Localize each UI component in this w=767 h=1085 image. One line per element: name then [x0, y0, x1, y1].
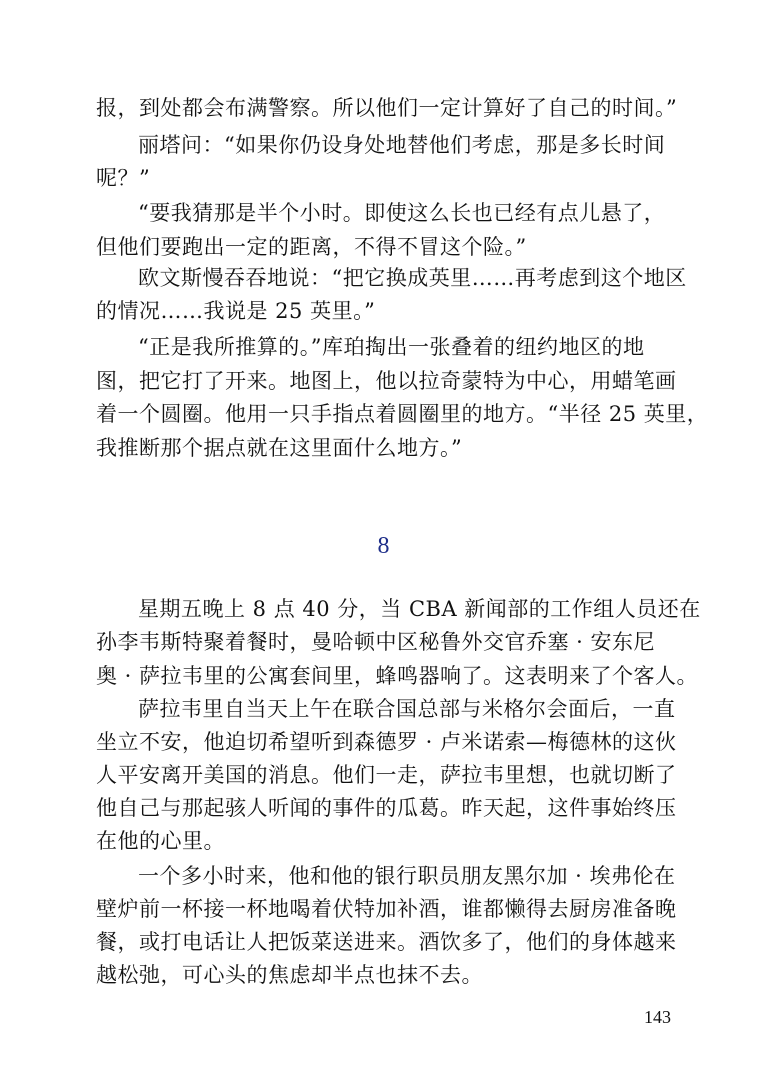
text-line: 着一个圆圈。他用一只手指点着圆圈里的地方。“半径 25 英里，: [96, 402, 709, 426]
text-line: 报，到处都会布满警察。所以他们一定计算好了自己的时间。”: [96, 96, 678, 120]
text-line: 孙李韦斯特聚着餐时，曼哈顿中区秘鲁外交官乔塞 · 安东尼: [96, 630, 656, 654]
text-line: 星期五晚上 8 点 40 分，当 CBA 新闻部的工作组人员还在: [138, 597, 701, 621]
text-line: 呢？”: [96, 166, 151, 190]
page-number: 143: [644, 1007, 671, 1027]
text-line: 他自己与那起骇人听闻的事件的瓜葛。昨天起，这件事始终压: [96, 796, 677, 820]
text-line: 一个多小时来，他和他的银行职员朋友黑尔加 · 埃弗伦在: [138, 864, 676, 888]
text-line: 在他的心里。: [96, 829, 225, 853]
text-line: 欧文斯慢吞吞地说：“把它换成英里……再考虑到这个地区: [138, 266, 687, 290]
text-line: 人平安离开美国的消息。他们一走，萨拉韦里想，也就切断了: [96, 763, 677, 787]
text-line: 奥 · 萨拉韦里的公寓套间里，蜂鸣器响了。这表明来了个客人。: [96, 664, 699, 688]
text-line: 越松弛，可心头的焦虑却半点也抹不去。: [96, 963, 483, 987]
text-line: 坐立不安，他迫切希望听到森德罗 · 卢米诺索—梅德林的这伙: [96, 730, 677, 754]
text-line: 餐，或打电话让人把饭菜送进来。酒饮多了，他们的身体越来: [96, 930, 677, 954]
chapter-number: 8: [377, 533, 390, 559]
text-line: “要我猜那是半个小时。即使这么长也已经有点儿悬了，: [138, 201, 666, 225]
text-line: 萨拉韦里自当天上午在联合国总部与米格尔会面后，一直: [138, 697, 676, 721]
text-line: 壁炉前一杯接一杯地喝着伏特加补酒，谁都懒得去厨房准备晚: [96, 897, 677, 921]
text-line: 我推断那个据点就在这里面什么地方。”: [96, 436, 463, 460]
text-line: 但他们要跑出一定的距离，不得不冒这个险。”: [96, 235, 527, 259]
text-line: “正是我所推算的。”库珀掏出一张叠着的纽约地区的地: [138, 335, 645, 359]
text-line: 的情况……我说是 25 英里。”: [96, 299, 376, 323]
text-line: 丽塔问：“如果你仍设身处地替他们考虑，那是多长时间: [138, 133, 666, 157]
text-line: 图，把它打了开来。地图上，他以拉奇蒙特为中心，用蜡笔画: [96, 369, 677, 393]
